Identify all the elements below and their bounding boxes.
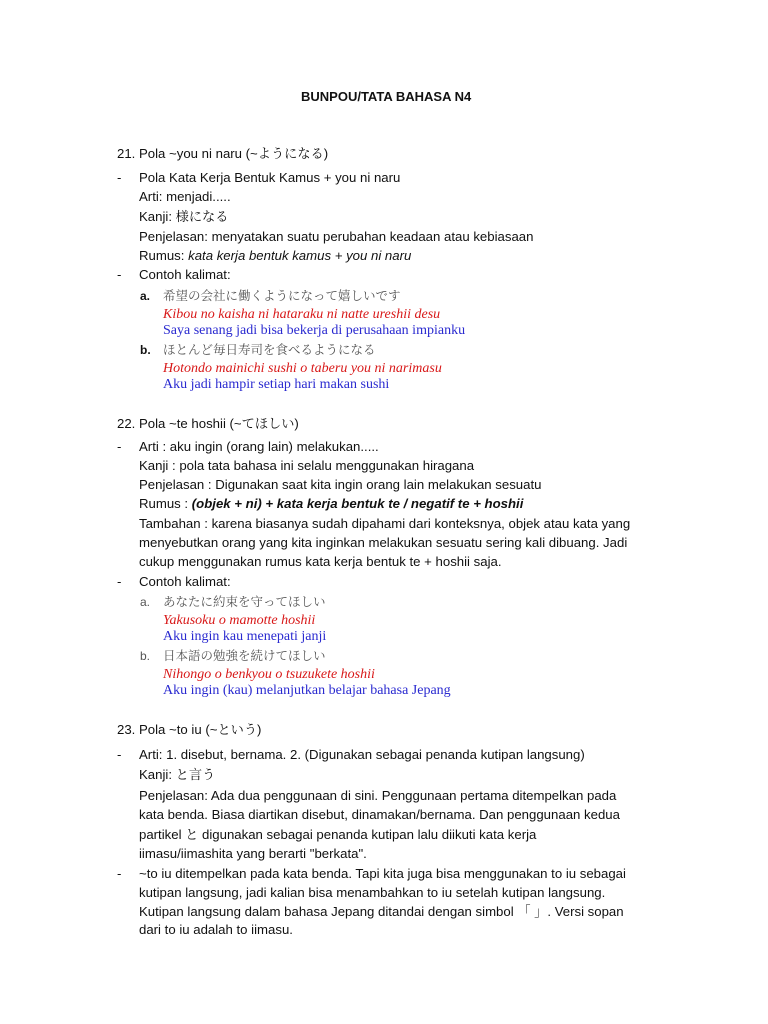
example-label: b.	[140, 343, 151, 357]
explanation-line: Kutipan langsung dalam bahasa Jepang ditandai dengan simbol 「 」. Versi sopan	[139, 904, 624, 919]
arti-line: Arti: menjadi.....	[139, 189, 231, 204]
kanji-line: Kanji: 様になる	[139, 209, 229, 224]
example-romaji: Kibou no kaisha ni hataraku ni natte ureshii desu	[163, 307, 441, 322]
penjelasan-line: kata benda. Biasa diartikan disebut, dinamakan/bernama. Dan penggunaan kedua	[139, 807, 620, 822]
example-japanese: 希望の会社に働くようになって嬉しいです	[163, 288, 401, 303]
document-title: BUNPOU/TATA BAHASA N4	[301, 89, 472, 104]
arti-line: Arti: 1. disebut, bernama. 2. (Digunakan sebagai penanda kutipan langsung)	[139, 747, 585, 762]
example-label: a.	[140, 595, 151, 609]
bullet: -	[117, 267, 122, 282]
example-label: b.	[140, 649, 151, 663]
example-japanese: 日本語の勉強を続けてほしい	[163, 648, 326, 663]
explanation-line: dari to iu adalah to iimasu.	[139, 922, 293, 937]
penjelasan-line: Penjelasan: menyatakan suatu perubahan keadaan atau kebiasaan	[139, 229, 534, 244]
kanji-line: Kanji : pola tata bahasa ini selalu menggunakan hiragana	[139, 458, 475, 473]
example-translation: Aku ingin kau menepati janji	[163, 629, 327, 644]
contoh-label: Contoh kalimat:	[139, 267, 231, 282]
penjelasan-line: iimasu/iimashita yang berarti "berkata".	[139, 846, 367, 861]
rumus-label: Rumus:	[139, 248, 185, 263]
explanation-line: ~to iu ditempelkan pada kata benda. Tapi kita juga bisa menggunakan to iu sebagai	[139, 866, 626, 881]
example-romaji: Yakusoku o mamotte hoshii	[163, 613, 316, 628]
bullet: -	[117, 574, 122, 589]
penjelasan-line: Penjelasan : Digunakan saat kita ingin orang lain melakukan sesuatu	[139, 477, 542, 492]
example-translation: Aku ingin (kau) melanjutkan belajar bahasa Jepang	[163, 683, 451, 698]
bullet: -	[117, 439, 122, 454]
section-22-heading: 22. Pola ~te hoshii (~てほしい)	[117, 416, 299, 431]
bullet: -	[117, 747, 122, 762]
pattern-line: Pola Kata Kerja Bentuk Kamus + you ni naru	[139, 170, 401, 185]
bullet: -	[117, 866, 122, 881]
example-romaji: Nihongo o benkyou o tsuzukete hoshii	[163, 667, 375, 682]
contoh-label: Contoh kalimat:	[139, 574, 231, 589]
example-translation: Saya senang jadi bisa bekerja di perusahaan impianku	[163, 323, 466, 338]
rumus-value: (objek + ni) + kata kerja bentuk te / negatif te + hoshii	[191, 496, 524, 511]
tambahan-line: cukup menggunakan rumus kata kerja bentuk te + hoshii saja.	[139, 554, 502, 569]
section-21-heading: 21. Pola ~you ni naru (~ようになる)	[117, 146, 329, 161]
kanji-line: Kanji: と言う	[139, 767, 216, 782]
tambahan-line: menyebutkan orang yang kita inginkan melakukan sesuatu sering kali dibuang. Jadi	[139, 535, 628, 550]
section-23-heading: 23. Pola ~to iu (~という)	[117, 722, 262, 737]
bullet: -	[117, 170, 122, 185]
rumus-line	[139, 495, 523, 513]
example-romaji: Hotondo mainichi sushi o taberu you ni narimasu	[163, 361, 442, 376]
example-japanese: あなたに約束を守ってほしい	[163, 594, 326, 609]
tambahan-line: Tambahan : karena biasanya sudah dipahami dari konteksnya, objek atau kata yang	[139, 516, 631, 531]
penjelasan-line: Penjelasan: Ada dua penggunaan di sini. Penggunaan pertama ditempelkan pada	[139, 788, 617, 803]
arti-line: Arti : aku ingin (orang lain) melakukan.....	[139, 439, 379, 454]
penjelasan-line: partikel と digunakan sebagai penanda kutipan lalu diikuti kata kerja	[139, 827, 537, 842]
example-translation: Aku jadi hampir setiap hari makan sushi	[163, 377, 390, 392]
rumus-value: kata kerja bentuk kamus + you ni naru	[188, 248, 412, 263]
rumus-label: Rumus :	[139, 496, 189, 511]
explanation-line: kutipan langsung, jadi kalian bisa menambahkan to iu setelah kutipan langsung.	[139, 885, 606, 900]
rumus-line	[139, 247, 411, 265]
example-japanese: ほとんど毎日寿司を食べるようになる	[163, 342, 376, 357]
example-label: a.	[140, 289, 151, 303]
